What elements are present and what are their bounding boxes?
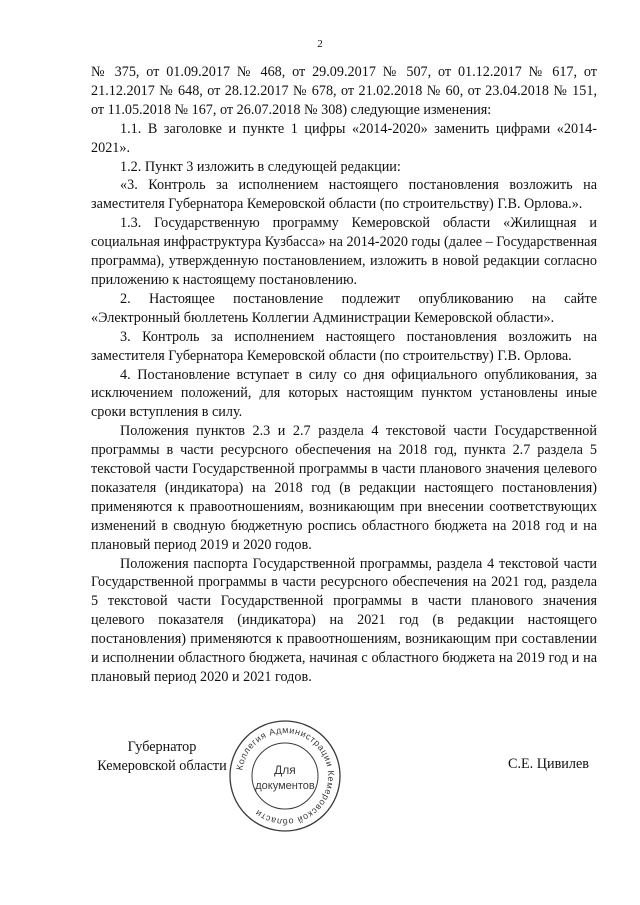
- paragraph-amendment-list: № 375, от 01.09.2017 № 468, от 29.09.2017 № 507, от 01.12.2017 № 617, от 21.12.2017 № 648, от 28.12.2017 № 678, от 21.02.2018 № 60, от 23.04.2018 № 151, от 11.05.2018 № 167, от 26.07.2018 № 308) следующие изменения:: [91, 64, 597, 118]
- paragraph-new-item-3: «3. Контроль за исполнением настоящего постановления возложить на заместителя Губернатора Кемеровской области (по строительству) Г.В. Орлова.».: [91, 177, 597, 213]
- document-stamp: [227, 718, 343, 834]
- page-number: 2: [317, 38, 323, 50]
- paragraph-1-2: 1.2. Пункт 3 изложить в следующей редакции:: [120, 158, 401, 175]
- document-body: [91, 63, 597, 687]
- signer-title: [96, 738, 228, 776]
- signer-title-line2: Кемеровской области: [97, 757, 227, 774]
- paragraph-provisions-2018: Положения пунктов 2.3 и 2.7 раздела 4 текстовой части Государственной программы в части ресурсного обеспечения на 2018 год, пункта 2.7 раздела 5 текстовой части Государственной программы в части планового значения целевого показателя (индикатора) на 2018 год (в редакции настоящего постановления) применяются к правоотношениям, возникающим при внесении соответствующих изменений в сводную бюджетную роспись областного бюджета на 2018 год и на плановый период 2019 и 2020 годов.: [91, 423, 597, 553]
- paragraph-2: 2. Настоящее постановление подлежит опубликованию на сайте «Электронный бюллетень Коллегии Администрации Кемеровской области».: [91, 290, 597, 326]
- signer-name: С.Е. Цивилев: [508, 756, 589, 772]
- stamp-graphic: [227, 718, 343, 834]
- paragraph-4: 4. Постановление вступает в силу со дня официального опубликования, за исключением положений, для которых настоящим пунктом установлены иные сроки вступления в силу.: [91, 366, 597, 421]
- paragraph-3: 3. Контроль за исполнением настоящего постановления возложить на заместителя Губернатора Кемеровской области (по строительству) Г.В. Орлова.: [91, 328, 597, 364]
- signer-title-line1: Губернатор: [127, 739, 197, 755]
- stamp-ring-text: Коллегия Администрации Кемеровской области: [234, 724, 337, 828]
- paragraph-1-1: 1.1. В заголовке и пункте 1 цифры «2014-2020» заменить цифрами «2014-2021».: [91, 120, 597, 156]
- stamp-center-line2: документов: [255, 780, 315, 792]
- paragraph-provisions-2021: Положения паспорта Государственной программы, раздела 4 текстовой части Государственной программы в части ресурсного обеспечения на 2021 год, раздела 5 текстовой части Государственной программы в части планового значения целевого показателя (индикатора) на 2021 год (в редакции настоящего постановления) применяются к правоотношениям, возникающим при составлении и исполнении областного бюджета, начиная с областного бюджета на 2019 год и на плановый период 2020 и 2021 годов.: [91, 555, 597, 685]
- stamp-center-line1: Для: [274, 763, 296, 777]
- paragraph-1-3: 1.3. Государственную программу Кемеровской области «Жилищная и социальная инфраструктура Кузбасса» на 2014-2020 годы (далее – Государственная программа), утвержденную постановлением, изложить в новой редакции согласно приложению к настоящему постановлению.: [91, 215, 597, 288]
